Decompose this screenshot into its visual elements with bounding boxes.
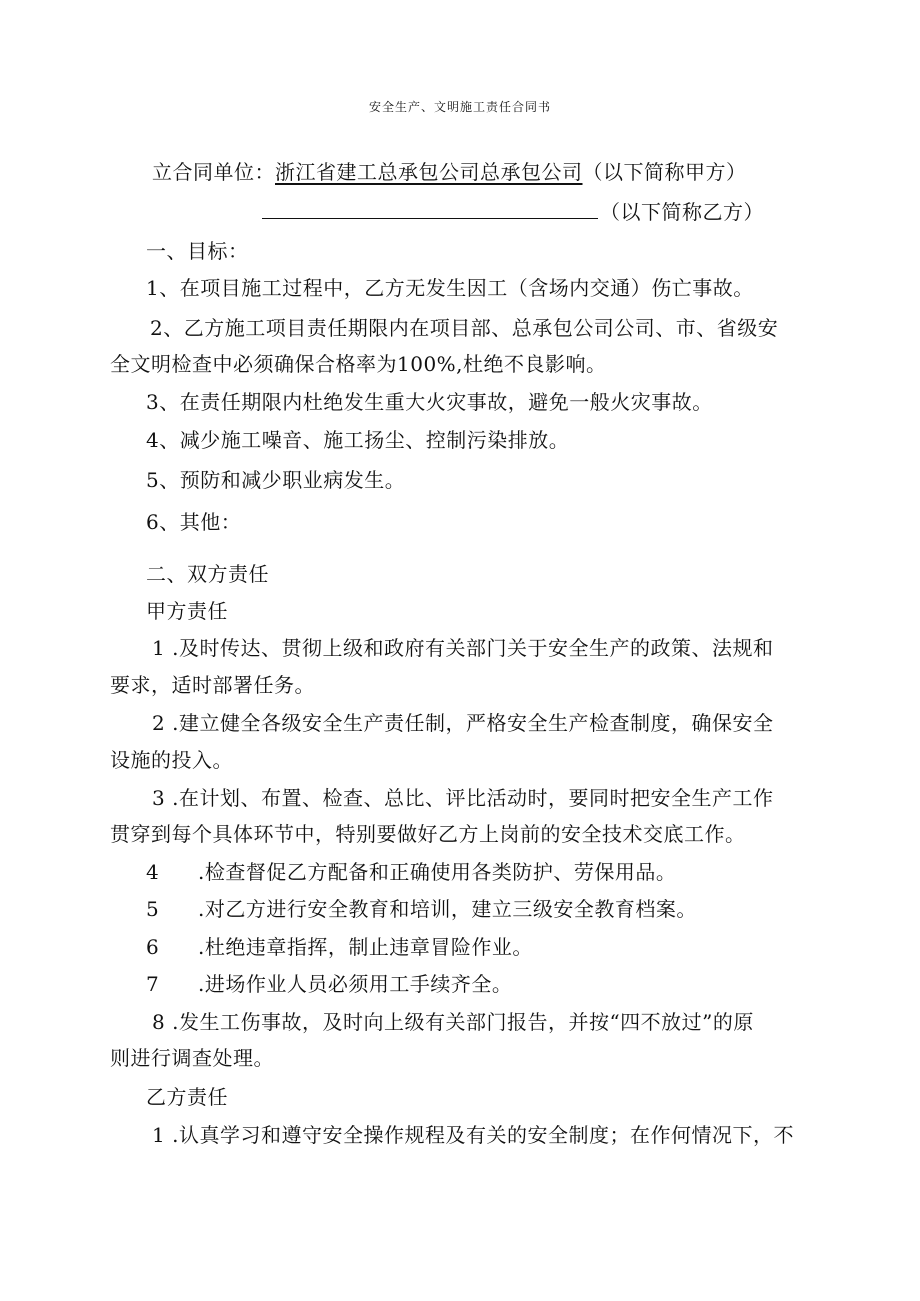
party-a-duty-2-line2: 设施的投入。 xyxy=(110,748,233,772)
parties-label: 立合同单位： xyxy=(152,160,275,184)
party-a-duty-2-line1: 2 .建立健全各级安全生产责任制，严格安全生产检查制度，确保安全 xyxy=(152,711,774,735)
duty-6-number: 6 xyxy=(146,935,160,959)
party-a-duty-1-line2: 要求，适时部署任务。 xyxy=(110,673,315,697)
duty-5-number: 5 xyxy=(146,897,160,921)
party-a-duty-3-line2: 贯穿到每个具体环节中，特别要做好乙方上岗前的安全技术交底工作。 xyxy=(110,822,746,846)
party-b-blank-field xyxy=(262,200,598,219)
goal-item-2-line1: 2、乙方施工项目责任期限内在项目部、总承包公司公司、市、省级安 xyxy=(150,316,779,340)
party-b-suffix: （以下简称乙方） xyxy=(600,200,764,224)
section1-heading: 一、目标： xyxy=(146,239,249,263)
party-a-duty-8-line1: 8 .发生工伤事故，及时向上级有关部门报告，并按“四不放过”的原 xyxy=(152,1010,754,1034)
party-a-duty-4 xyxy=(146,860,676,884)
party-a-duties-heading: 甲方责任 xyxy=(146,599,228,623)
goal-item-1: 1、在项目施工过程中，乙方无发生因工（含场内交通）伤亡事故。 xyxy=(146,276,754,300)
duty-7-text: .进场作业人员必须用工手续齐全。 xyxy=(198,972,513,996)
duty-4-number: 4 xyxy=(146,860,160,884)
party-a-name: 浙江省建工总承包公司总承包公司 xyxy=(275,160,583,184)
party-b-duty-1-line1: 1 .认真学习和遵守安全操作规程及有关的安全制度；在作何情况下，不 xyxy=(152,1123,794,1147)
party-a-duty-5 xyxy=(146,897,697,921)
party-b-duties-heading: 乙方责任 xyxy=(146,1085,228,1109)
goal-item-2-line2: 全文明检查中必须确保合格率为100%,杜绝不良影响。 xyxy=(110,352,607,376)
section2-heading: 二、双方责任 xyxy=(146,562,269,586)
duty-6-text: .杜绝违章指挥，制止违章冒险作业。 xyxy=(198,935,533,959)
party-a-duty-1-line1: 1 .及时传达、贯彻上级和政府有关部门关于安全生产的政策、法规和 xyxy=(152,636,774,660)
party-a-duty-6 xyxy=(146,935,533,959)
duty-7-number: 7 xyxy=(146,972,160,996)
party-a-duty-3-line1: 3 .在计划、布置、检查、总比、评比活动时，要同时把安全生产工作 xyxy=(152,786,774,810)
document-title: 安全生产、文明施工责任合同书 xyxy=(368,100,551,114)
party-a-suffix: （以下简称甲方） xyxy=(582,160,747,184)
duty-5-text: .对乙方进行安全教育和培训，建立三级安全教育档案。 xyxy=(198,897,697,921)
party-a-line xyxy=(152,160,747,184)
goal-item-3: 3、在责任期限内杜绝发生重大火灾事故，避免一般火灾事故。 xyxy=(146,390,713,414)
party-b-line xyxy=(262,200,764,224)
duty-4-text: .检查督促乙方配备和正确使用各类防护、劳保用品。 xyxy=(198,860,677,884)
goal-item-4: 4、减少施工噪音、施工扬尘、控制污染排放。 xyxy=(146,428,570,452)
goal-item-5: 5、预防和减少职业病发生。 xyxy=(146,468,406,492)
goal-item-6: 6、其他： xyxy=(146,510,242,534)
party-a-duty-7 xyxy=(146,972,512,996)
party-a-duty-8-line2: 则进行调查处理。 xyxy=(110,1046,274,1070)
